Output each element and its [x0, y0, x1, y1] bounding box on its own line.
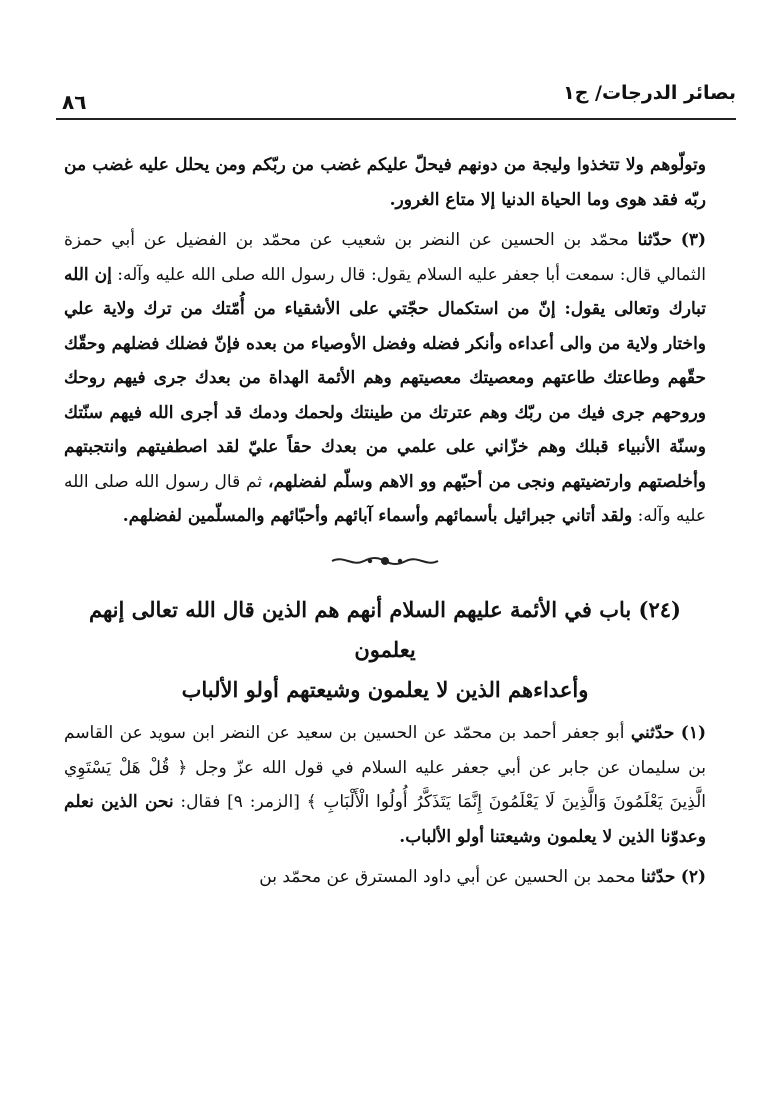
page-number: ٨٦: [62, 90, 87, 114]
hadith-1: [64, 716, 706, 854]
hadith-lead: حدّثني: [630, 723, 675, 743]
paragraph-continuation: وتولّوهم ولا تتخذوا وليجة من دونهم فيحلّ عليكم غضب من ربّكم ومن يحلل عليه غضب من ربّه فقد هوى وما الحياة الدنيا إلا متاع الغرور.: [64, 155, 706, 210]
hadith-number: (٢): [680, 867, 706, 887]
ornament-divider: [64, 546, 706, 581]
chapter-heading-line-1: (٢٤) باب في الأئمة عليهم السلام أنهم هم الذين قال الله تعالى إنهم يعلمون: [89, 597, 681, 662]
hadith-text: نحن الذين نعلم وعدوّنا الذين لا يعلمون وشيعتنا أولو الألباب.: [64, 792, 706, 847]
hadith-number: (١): [680, 723, 707, 743]
header-divider: [56, 118, 736, 120]
book-title: بصائر الدرجات/ ج١: [563, 82, 736, 104]
hadith-lead: حدّثنا: [640, 867, 676, 887]
chapter-heading: [64, 590, 706, 710]
hadith-narration: ثم قال رسول الله صلى الله عليه وآله:: [64, 471, 706, 526]
ornament-icon: [330, 554, 440, 568]
quran-reference: [الزمر: ٩]: [227, 792, 300, 812]
quran-verse: ﴿ قُلْ هَلْ يَسْتَوِي الَّذِينَ يَعْلَمُونَ وَالَّذِينَ لَا يَعْلَمُونَ إِنَّمَا يَتَذَكَّرُ أُولُوا الْأَلْبَابِ ﴾: [64, 757, 707, 812]
hadith-chain: محمد بن الحسين عن أبي داود المسترق عن محمّد بن: [259, 867, 636, 887]
hadith-said: فقال:: [180, 792, 221, 812]
hadith-chain: محمّد بن الحسين عن النضر بن شعيب عن محمّد بن الفضيل عن أبي حمزة الثمالي قال: سمعت أبا جعفر عليه السلام يقول: قال رسول الله صلى الله عليه وآله:: [64, 230, 706, 285]
hadith-text-end: ولقد أتاني جبرائيل بأسمائهم وأسماء آبائهم وأحبّائهم والمسلّمين لفضلهم.: [122, 506, 633, 526]
hadith-lead: حدّثنا: [637, 230, 673, 250]
hadith-3: [64, 223, 706, 534]
chapter-heading-line-2: وأعداءهم الذين لا يعلمون وشيعتهم أولو الألباب: [181, 677, 589, 702]
hadith-number: (٣): [680, 230, 707, 250]
hadith-text: إن الله تبارك وتعالى يقول: إنّ من استكمال حجّتي على الأشقياء من أُمّتك من ترك ولاية علي واختار ولاية من والى أعداءه وأنكر فضله وفضل الأوصياء من بعده فإنّ فضلك فضلهم وحقّك حقّهم وطاعتك طاعتهم ومعصيتك معصيتهم وهم الأئمة الهداة من بعدك جرى فيهم روحك وروحهم جرى فيك من ربّك وهم عترتك من طينتك ولحمك ودمك قد أجرى الله فيهم سنّتك وسنّة الأنبياء قبلك وهم خزّاني على علمي من بعدك حقاً عليّ لقد اصطفيتهم وانتجبتهم وأخلصتهم وارتضيتهم ونجى من أحبّهم وو الاهم وسلّم لفضلهم،: [64, 264, 706, 492]
hadith-chain: أبو جعفر أحمد بن محمّد عن الحسين بن سعيد عن النضر ابن سويد عن القاسم بن سليمان عن جابر عن أبي جعفر عليه السلام في قول الله عزّ وجل: [64, 723, 706, 778]
hadith-2: [64, 860, 706, 895]
page-header: [56, 82, 736, 114]
page-body: [64, 148, 706, 895]
